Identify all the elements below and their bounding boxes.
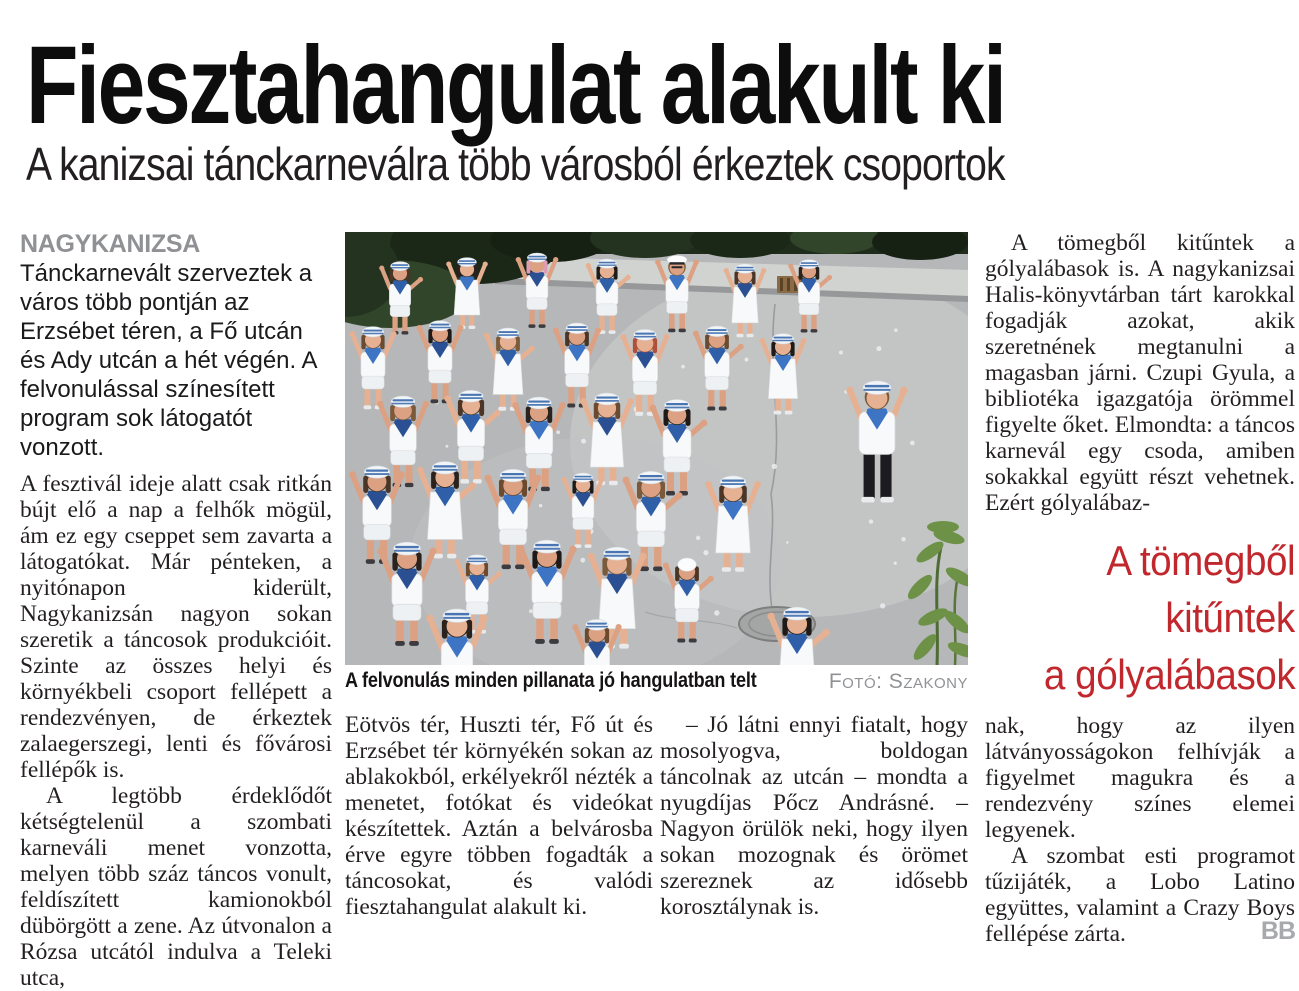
closing-paragraph-wrap: [985, 843, 1295, 947]
body-paragraph: A szombat esti programot tűzijáték, a Lobo Latino együttes, valamint a Crazy Boys fellépése zárta.: [985, 843, 1295, 947]
body-paragraph: – Jó látni ennyi fiatalt, hogy mosolyogva, boldogan táncolnak az utcán – mondta a nyugdíjas Pőcz Andrásné. – Nagyon örülök neki, hogy ilyen sokan mozognak és örömet szereznek az idősebb korosztálynak is.: [660, 712, 968, 920]
author-initials: BB: [1260, 917, 1295, 945]
body-paragraph: nak, hogy az ilyen látványosságokon felhívják a figyelmet magukra és a rendezvény színes elemei legyenek.: [985, 713, 1295, 843]
body-paragraph: A fesztivál ideje alatt csak ritkán bújt elő a nap a felhők mögül, ám ez egy cseppet sem zavarta a látogatókat. Már pénteken, a nyitónapon kiderült, Nagykanizsán nagyon sokan szeretik a táncosok produkcióit. Szinte az összes helyi és környékbeli csoport fellépett a rendezvényen, de érkeztek zalaegerszegi, lenti és fővárosi fellépők is.: [20, 471, 332, 783]
column-2: [345, 712, 653, 920]
subheadline: [26, 138, 1177, 190]
lead-paragraph: [20, 230, 332, 462]
body-paragraph: A tömegből kitűntek a gólyalábasok is. A nagykanizsai Halis-könyvtárban tárt karokkal fogadják azokat, akik szeretnének megtanulni a magasban járni. Czupi Gyula, a bibliotéka igazgatója örömmel figyelte őket. Elmondta: a táncos karnevál egy csoda, amiben sokakkal együtt részt vehetnek. Ezért gólyalábaz-: [985, 230, 1295, 516]
photo-caption-row: [345, 668, 968, 696]
lead-text: Tánckarnevált szerveztek a város több pontján az Erzsébet téren, a Fő utcán és Ady utcán a hét végén. A felvonulással színesített program sok látogatót vonzott.: [20, 260, 317, 461]
column-3: [660, 712, 968, 920]
pull-quote: [985, 532, 1295, 703]
body-paragraph: Eötvös tér, Huszti tér, Fő út és Erzsébet tér környékén sokan az ablakokból, erkélyekről nézték a menetet, fotókat és videókat készítettek. Aztán a belvárosba érve egyre többen fogadták a táncosokat, és valódi fiesztahangulat alakult ki.: [345, 712, 653, 920]
parade-photo-illustration: [345, 232, 968, 665]
headline: [26, 24, 1281, 148]
headline-text: Fiesztahangulat alakult ki: [26, 24, 1005, 148]
subheadline-text: A kanizsai tánckarneválra több városból érkeztek csoportok: [26, 138, 1005, 190]
column-4: [985, 230, 1295, 947]
body-paragraph: A legtöbb érdeklődőt kétségtelenül a szombati karneváli menet vonzotta, melyen több száz táncos vonult, feldíszített kamionokból dübörgött a zene. Az útvonalon a Rózsa utcától indulva a Teleki utca,: [20, 783, 332, 991]
pull-quote-line: kitűntek: [1165, 594, 1295, 641]
pull-quote-line: a gólyalábasok: [1043, 651, 1295, 698]
photo-credit: Fotó: Szakony: [828, 670, 968, 693]
photo-caption: A felvonulás minden pillanata jó hangulatban telt: [345, 668, 757, 692]
parade-photo: [345, 232, 968, 665]
column-1: [20, 230, 332, 991]
location-tag: NAGYKANIZSA: [20, 230, 201, 258]
pull-quote-line: A tömegből: [1106, 537, 1295, 584]
